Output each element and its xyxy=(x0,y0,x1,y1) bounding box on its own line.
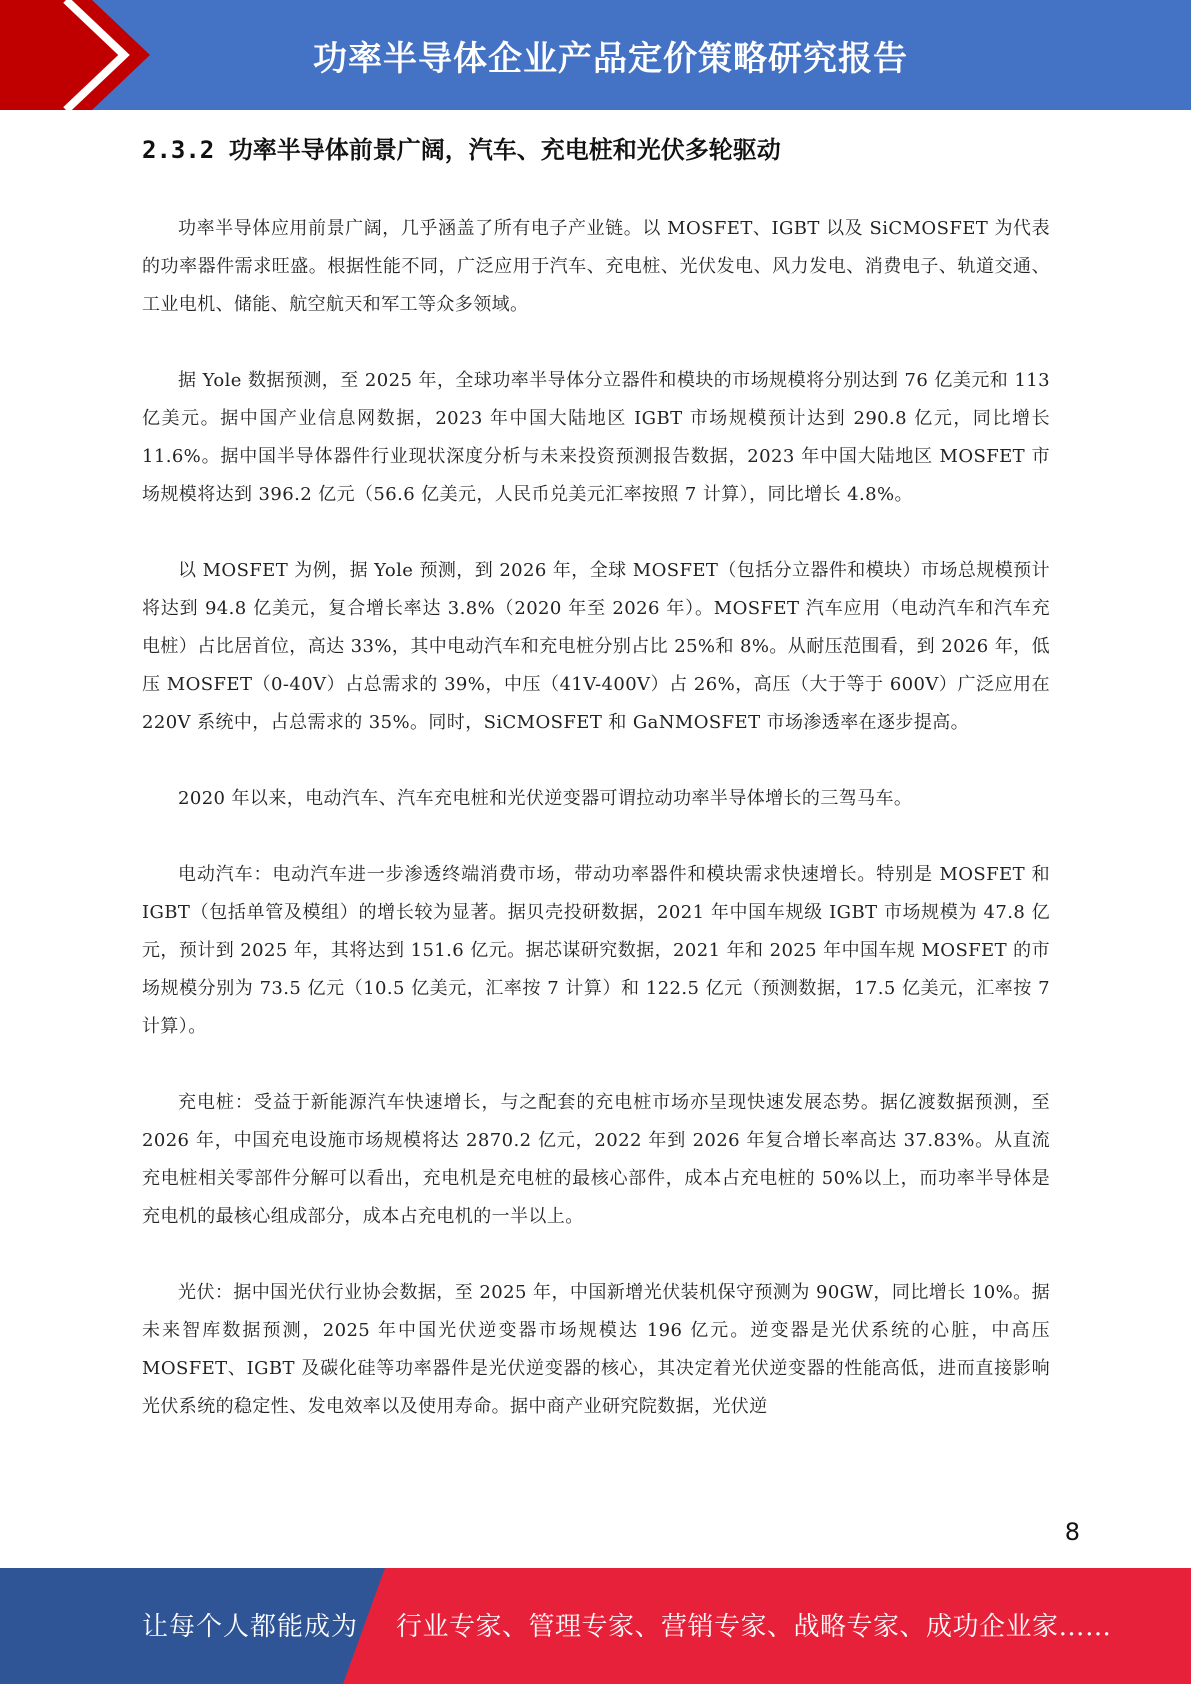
body-text xyxy=(142,210,1050,1464)
paragraph: 光伏：据中国光伏行业协会数据，至 2025 年，中国新增光伏装机保守预测为 90GW，同比增长 10%。据未来智库数据预测，2025 年中国光伏逆变器市场规模达 196 亿元。逆变器是光伏系统的心脏，中高压 MOSFET、IGBT 及碳化硅等功率器件是光伏逆变器的核心，其决定着光伏逆变器的性能高低，进而直接影响光伏系统的稳定性、发电效率以及使用寿命。据中商产业研究院数据，光伏逆 xyxy=(142,1282,1050,1417)
footer-slogan-right: 行业专家、管理专家、营销专家、战略专家、成功企业家…… xyxy=(396,1612,1112,1642)
paragraph: 以 MOSFET 为例，据 Yole 预测，到 2026 年，全球 MOSFET（包括分立器件和模块）市场总规模预计将达到 94.8 亿美元，复合增长率达 3.8%（2020 年至 2026 年）。MOSFET 汽车应用（电动汽车和汽车充电桩）占比居首位，高达 33%，其中电动汽车和充电桩分别占比 25%和 8%。从耐压范围看，到 2026 年，低压 MOSFET（0-40V）占总需求的 39%，中压（41V-400V）占 26%，高压（大于等于 600V）广泛应用在 220V 系统中，占总需求的 35%。同时，SiCMOSFET 和 GaNMOSFET 市场渗透率在逐步提高。 xyxy=(142,560,1050,733)
paragraph: 2020 年以来，电动汽车、汽车充电桩和光伏逆变器可谓拉动功率半导体增长的三驾马车。 xyxy=(178,788,913,809)
report-title: 功率半导体企业产品定价策略研究报告 xyxy=(313,38,908,79)
paragraph: 据 Yole 数据预测，至 2025 年，全球功率半导体分立器件和模块的市场规模将分别达到 76 亿美元和 113 亿美元。据中国产业信息网数据，2023 年中国大陆地区 IGBT 市场规模预计达到 290.8 亿元，同比增长 11.6%。据中国半导体器件行业现状深度分析与未来投资预测报告数据，2023 年中国大陆地区 MOSFET 市场规模将达到 396.2 亿元（56.6 亿美元，人民币兑美元汇率按照 7 计算），同比增长 4.8%。 xyxy=(142,370,1050,505)
paragraph: 充电桩：受益于新能源汽车快速增长，与之配套的充电桩市场亦呈现快速发展态势。据亿渡数据预测，至 2026 年，中国充电设施市场规模将达 2870.2 亿元，2022 年到 2026 年复合增长率高达 37.83%。从直流充电桩相关零部件分解可以看出，充电机是充电桩的最核心部件，成本占充电桩的 50%以上，而功率半导体是充电机的最核心组成部分，成本占充电机的一半以上。 xyxy=(142,1092,1050,1227)
page-footer xyxy=(0,1568,1191,1684)
paragraph: 电动汽车：电动汽车进一步渗透终端消费市场，带动功率器件和模块需求快速增长。特别是 MOSFET 和 IGBT（包括单管及模组）的增长较为显著。据贝壳投研数据，2021 年中国车规级 IGBT 市场规模为 47.8 亿元，预计到 2025 年，其将达到 151.6 亿元。据芯谋研究数据，2021 年和 2025 年中国车规 MOSFET 的市场规模分别为 73.5 亿元（10.5 亿美元，汇率按 7 计算）和 122.5 亿元（预测数据，17.5 亿美元，汇率按 7 计算）。 xyxy=(142,864,1050,1037)
paragraph: 功率半导体应用前景广阔，几乎涵盖了所有电子产业链。以 MOSFET、IGBT 以及 SiCMOSFET 为代表的功率器件需求旺盛。根据性能不同，广泛应用于汽车、充电桩、光伏发电、风力发电、消费电子、轨道交通、工业电机、储能、航空航天和军工等众多领域。 xyxy=(142,218,1050,315)
section-heading: 2.3.2 功率半导体前景广阔，汽车、充电桩和光伏多轮驱动 xyxy=(142,136,781,164)
footer-slogan-left: 让每个人都能成为 xyxy=(142,1612,359,1642)
page-header xyxy=(0,0,1191,110)
page-number: 8 xyxy=(1064,1518,1080,1546)
